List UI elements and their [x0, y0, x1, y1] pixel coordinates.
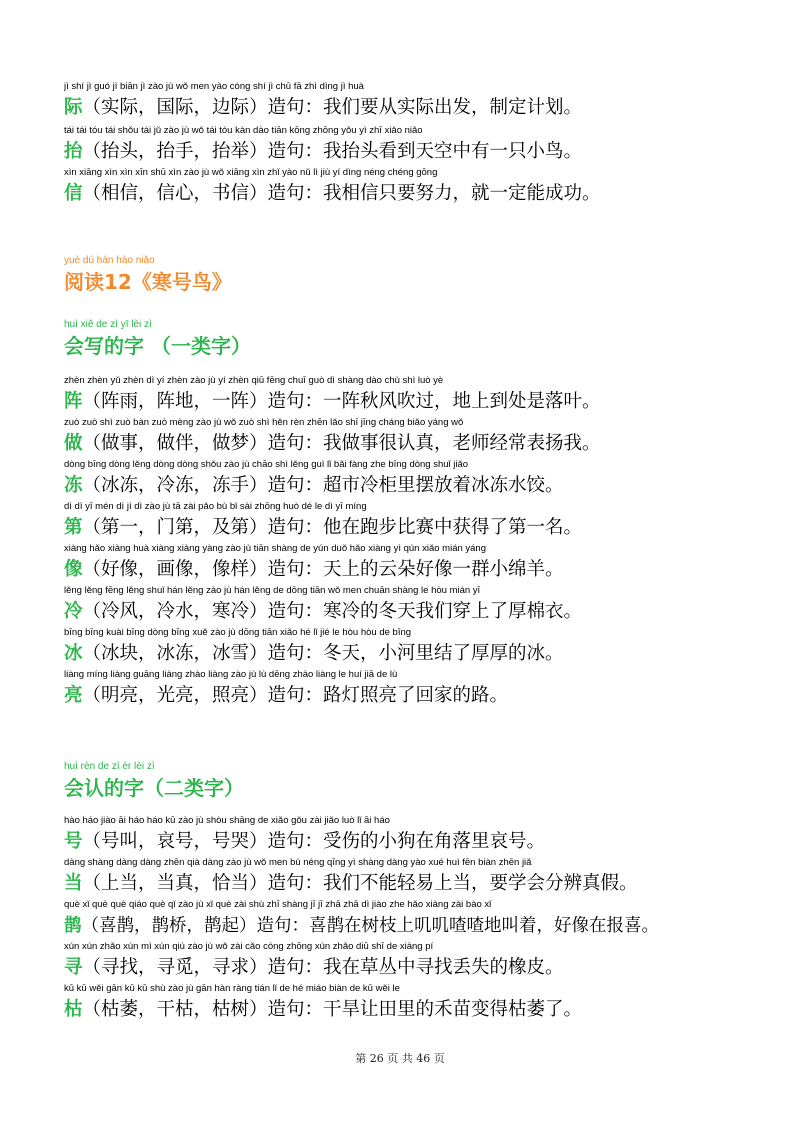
word-list: （阵雨，阵地，一阵）	[82, 391, 268, 412]
word-list: （喜鹊，鹊桥，鹊起）	[81, 916, 257, 936]
word-list: （好像，画像，像样）	[82, 559, 268, 580]
word-list: （枯萎，干枯，枯树）	[82, 999, 268, 1020]
lesson-heading	[64, 254, 232, 298]
pinyin-line: tái tái tóu tái shǒu tái jǔ zào jù wǒ tái tóu kàn dào tiān kōng zhōng yǒu yì zhī xiǎo niǎo	[64, 125, 423, 136]
pinyin-line: xìn xiāng xìn xìn xīn shū xìn zào jù wǒ xiāng xìn zhǐ yào nǔ lì jiù yí dìng néng chéng gōng	[64, 167, 438, 178]
example-sentence: 造句：我在草丛中寻找丢失的橡皮。	[267, 957, 564, 978]
lesson-pinyin: yuè dú hán hào niǎo	[64, 255, 155, 266]
section-heading-recognize	[64, 760, 244, 804]
pinyin-line: xún xún zhǎo xún mì xún qiú zào jù wǒ zài cǎo cóng zhōng xún zhǎo diū shī de xiàng pí	[64, 941, 434, 952]
word-list: （明亮，光亮，照亮）	[82, 685, 268, 706]
page-footer: 第 26 页 共 46 页	[355, 1052, 445, 1065]
word-list: （号叫，哀号，号哭）	[82, 831, 268, 852]
pinyin-line: xiàng hǎo xiàng huà xiàng xiàng yàng zào jù tiān shàng de yún duǒ hǎo xiàng yì qún xiǎo mián yáng	[64, 543, 486, 554]
section-pinyin: huì rèn de zì èr lèi zì	[64, 761, 155, 772]
pinyin-line: dì dì yī mén dì jí dì zào jù tā zài pǎo bù bǐ sài zhōng huò dé le dì yī míng	[64, 501, 367, 512]
example-sentence: 造句：我相信只要努力，就一定能成功。	[267, 183, 601, 204]
example-sentence: 造句：他在跑步比赛中获得了第一名。	[267, 517, 583, 538]
pinyin-line: jì shí jì guó jì biān jì zào jù wǒ men yào cóng shí jì chū fā zhì dìng jì huà	[64, 81, 364, 92]
pinyin-line: zuò zuò shì zuò bàn zuò mèng zào jù wǒ zuò shì hěn rèn zhēn lǎo shī jīng cháng biǎo yáng wǒ	[64, 417, 464, 428]
target-character: 第	[64, 517, 83, 538]
pinyin-line: liàng míng liàng guāng liàng zhào liàng zào jù lù dēng zhào liàng le huí jiā de lù	[64, 669, 398, 680]
example-sentence: 造句：天上的云朵好像一群小绵羊。	[267, 559, 564, 580]
target-character: 寻	[64, 957, 83, 978]
example-sentence: 造句：我们不能轻易上当，要学会分辨真假。	[267, 873, 638, 894]
target-character: 抬	[64, 141, 83, 162]
word-list: （相信，信心，书信）	[82, 183, 268, 204]
pinyin-line: lěng lěng fēng lěng shuǐ hán lěng zào jù hán lěng de dōng tiān wǒ men chuān shàng le hòu mián yī	[64, 585, 481, 596]
word-list: （冰冻，冷冻，冻手）	[82, 475, 268, 496]
lesson-title: 阅读12《寒号鸟》	[64, 270, 232, 294]
target-character: 信	[64, 183, 83, 204]
example-sentence: 造句：干旱让田里的禾苗变得枯萎了。	[267, 999, 583, 1020]
example-sentence: 造句：受伤的小狗在角落里哀号。	[267, 831, 546, 852]
example-sentence: 造句：我做事很认真，老师经常表扬我。	[267, 433, 601, 454]
example-sentence: 造句：我抬头看到天空中有一只小鸟。	[267, 141, 583, 162]
target-character: 冷	[64, 601, 83, 622]
example-sentence: 造句：喜鹊在树枝上叽叽喳喳地叫着，好像在报喜。	[256, 916, 659, 936]
section-title: 会认的字（二类字）	[64, 776, 244, 800]
word-list: （冷风，冷水，寒冷）	[82, 601, 268, 622]
pinyin-line: què xǐ què què qiáo què qǐ zào jù xǐ què zài shù zhī shàng jī jī zhā zhā dì jiào zhe hǎo xiàng zài bào xǐ	[64, 899, 492, 910]
word-list: （冰块，冰冻，冰雪）	[82, 643, 268, 664]
section-heading-write	[64, 318, 251, 362]
pinyin-line: hào háo jiào āi háo háo kū zào jù shòu shāng de xiǎo gǒu zài jiǎo luò lǐ āi háo	[64, 815, 390, 826]
example-sentence: 造句：一阵秋风吹过，地上到处是落叶。	[267, 391, 601, 412]
pinyin-line: kū kū wěi gān kū kū shù zào jù gān hàn ràng tián lǐ de hé miáo biàn de kū wěi le	[64, 983, 400, 994]
pinyin-line: zhèn zhèn yǔ zhèn dì yí zhèn zào jù yí zhèn qiū fēng chuī guò dì shàng dào chù shì luò yè	[64, 375, 444, 386]
target-character: 亮	[64, 685, 83, 706]
example-sentence: 造句：冬天，小河里结了厚厚的冰。	[267, 643, 564, 664]
word-list: （第一，门第，及第）	[82, 517, 268, 538]
target-character: 像	[64, 559, 83, 580]
section-pinyin: huì xiě de zì yī lèi zì	[64, 319, 152, 330]
pinyin-line: bīng bīng kuài bīng dòng bīng xuě zào jù dōng tiān xiǎo hé lǐ jié le hòu hòu de bīng	[64, 627, 412, 638]
target-character: 鹊	[64, 916, 82, 936]
target-character: 当	[64, 873, 83, 894]
target-character: 冻	[64, 475, 83, 496]
example-sentence: 造句：超市冷柜里摆放着冰冻水饺。	[267, 475, 564, 496]
target-character: 枯	[64, 999, 83, 1020]
word-list: （实际，国际，边际）	[82, 97, 268, 118]
word-list: （寻找，寻觅，寻求）	[82, 957, 268, 978]
word-list: （上当，当真，恰当）	[82, 873, 268, 894]
example-sentence: 造句：我们要从实际出发，制定计划。	[267, 97, 583, 118]
example-sentence: 造句：寒冷的冬天我们穿上了厚棉衣。	[267, 601, 583, 622]
target-character: 际	[64, 97, 83, 118]
target-character: 做	[64, 433, 83, 454]
example-sentence: 造句：路灯照亮了回家的路。	[267, 685, 509, 706]
word-list: （抬头，抬手，抬举）	[82, 141, 268, 162]
pinyin-line: dàng shàng dàng dàng zhēn qià dàng zào jù wǒ men bù néng qīng yì shàng dàng yào xué huì fēn biàn zhēn jiǎ	[64, 857, 532, 868]
pinyin-line: dòng bīng dòng lěng dòng dòng shǒu zào jù chāo shì lěng guì lǐ bǎi fàng zhe bīng dòng shuǐ jiǎo	[64, 459, 469, 470]
section-title: 会写的字 （一类字）	[64, 334, 251, 358]
target-character: 冰	[64, 643, 83, 664]
target-character: 号	[64, 831, 83, 852]
word-list: （做事，做伴，做梦）	[82, 433, 268, 454]
target-character: 阵	[64, 391, 83, 412]
